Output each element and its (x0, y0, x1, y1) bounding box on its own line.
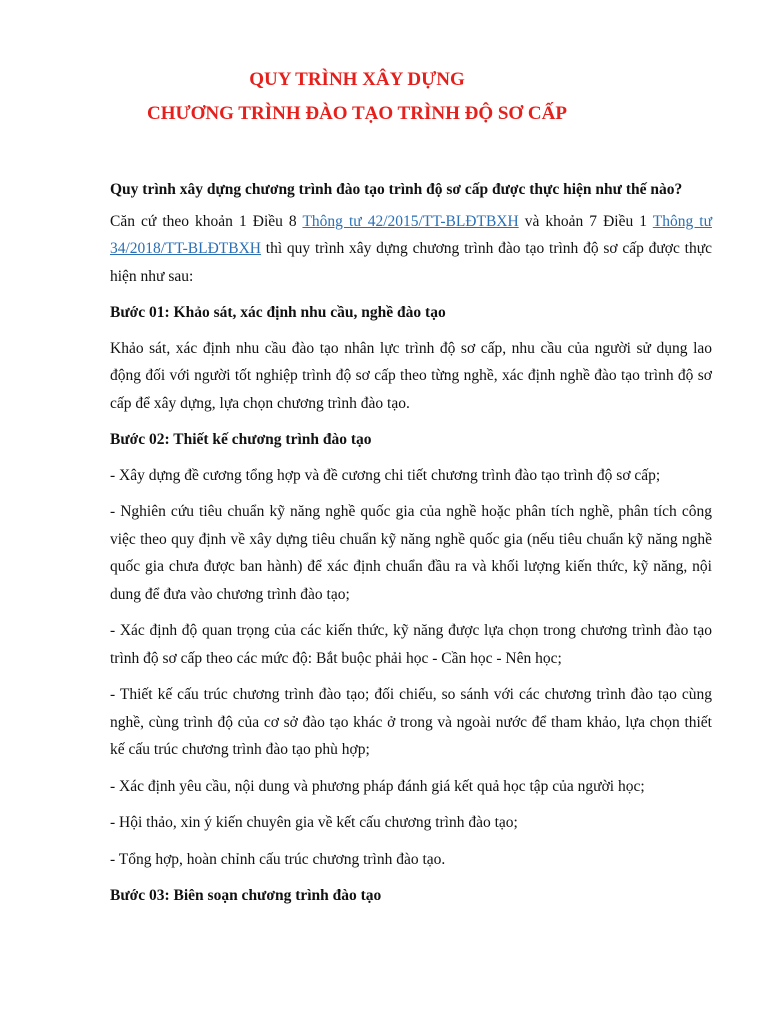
document-body (110, 176, 712, 918)
document-title-line1: QUY TRÌNH XÂY DỰNG (249, 69, 465, 90)
question-heading: Quy trình xây dựng chương trình đào tạo trình độ sơ cấp được thực hiện như thế nào? (110, 181, 683, 198)
step2-bullet: - Xác định độ quan trọng của các kiến thức, kỹ năng được lựa chọn trong chương trình đào tạo trình độ sơ cấp theo các mức độ: Bắt buộc phải học - Cần học - Nên học; (110, 622, 712, 667)
step1-heading: Bước 01: Khảo sát, xác định nhu cầu, nghề đào tạo (110, 304, 446, 321)
intro-paragraph (110, 208, 712, 291)
step3-heading: Bước 03: Biên soạn chương trình đào tạo (110, 887, 382, 904)
step2-bullet: - Thiết kế cấu trúc chương trình đào tạo; đối chiếu, so sánh với các chương trình đào tạo cùng nghề, cùng trình độ của cơ sở đào tạo khác ở trong và ngoài nước để tham khảo, lựa chọn thiết kế cấu trúc chương trình đào tạo phù hợp; (110, 686, 712, 758)
intro-text-1: Căn cứ theo khoản 1 Điều 8 (110, 212, 303, 230)
document-title-line2: CHƯƠNG TRÌNH ĐÀO TẠO TRÌNH ĐỘ SƠ CẤP (147, 103, 567, 124)
step2-bullet: - Xây dựng đề cương tổng hợp và đề cương chi tiết chương trình đào tạo trình độ sơ cấp; (110, 466, 661, 484)
step2-heading: Bước 02: Thiết kế chương trình đào tạo (110, 431, 372, 448)
circular-42-2015-link[interactable]: Thông tư 42/2015/TT-BLĐTBXH (302, 212, 519, 230)
step2-bullet: - Hội thảo, xin ý kiến chuyên gia về kết cấu chương trình đào tạo; (110, 814, 518, 831)
step2-bullet: - Nghiên cứu tiêu chuẩn kỹ năng nghề quốc gia của nghề hoặc phân tích nghề, phân tích công việc theo quy định về xây dựng tiêu chuẩn kỹ năng nghề quốc gia (nếu tiêu chuẩn kỹ năng nghề quốc gia chưa được ban hành) để xác định chuẩn đầu ra và khối lượng kiến thức, kỹ năng, nội dung để đưa vào chương trình đào tạo; (110, 503, 712, 603)
step1-body: Khảo sát, xác định nhu cầu đào tạo nhân lực trình độ sơ cấp, nhu cầu của người sử dụng lao động đối với người tốt nghiệp trình độ sơ cấp theo từng nghề, xác định nghề đào tạo trình độ sơ cấp để xây dựng, lựa chọn chương trình đào tạo. (110, 339, 712, 412)
circular-34-2018-link[interactable]: Thông tư 34/2018/TT-BLĐTBXH (110, 212, 712, 257)
step2-bullet: - Tổng hợp, hoàn chỉnh cấu trúc chương trình đào tạo. (110, 850, 446, 868)
step2-bullet: - Xác định yêu cầu, nội dung và phương pháp đánh giá kết quả học tập của người học; (110, 777, 645, 795)
intro-text-2: và khoản 7 Điều 1 (518, 212, 653, 230)
intro-text-3: thì quy trình xây dựng chương trình đào tạo trình độ sơ cấp được thực hiện như sau: (110, 240, 712, 285)
